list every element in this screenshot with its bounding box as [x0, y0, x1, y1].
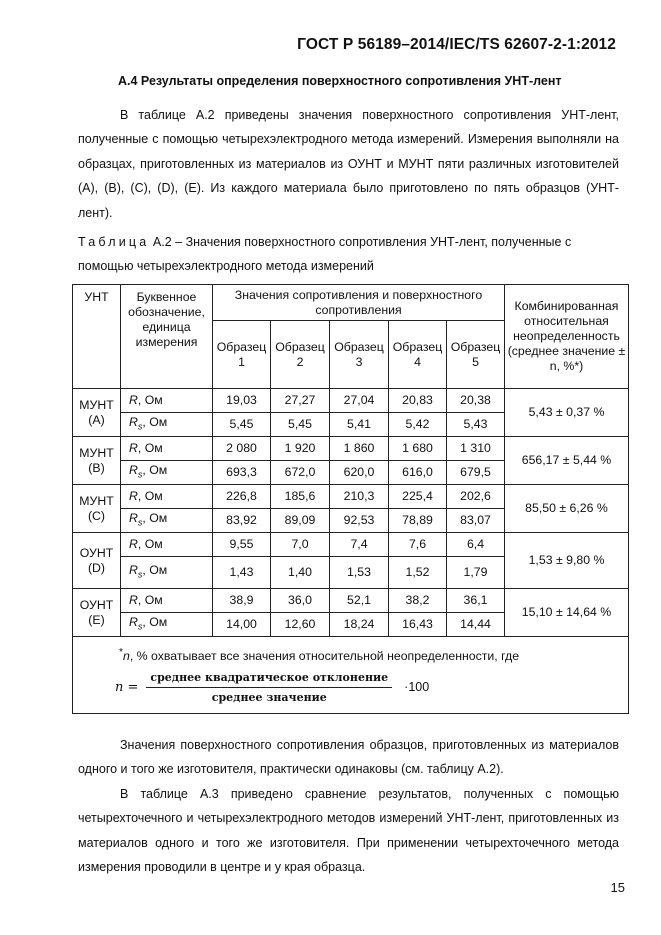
- header-unt: УНТ: [73, 285, 121, 389]
- unit: , Ом: [142, 562, 168, 577]
- designation-cell: [121, 437, 213, 461]
- value-cell: 1,52: [389, 557, 447, 589]
- value-cell: 1,40: [271, 557, 330, 589]
- caption-label: Таблица: [78, 235, 150, 249]
- group-name: ОУНТ (Е): [73, 589, 121, 637]
- value-cell: 1,53: [330, 557, 389, 589]
- value-cell: 83,07: [447, 509, 505, 533]
- uncertainty-formula: [115, 670, 628, 705]
- formula-denominator: среднее значение: [211, 691, 327, 705]
- symbol: R: [129, 614, 138, 629]
- value-cell: 27,27: [271, 389, 330, 413]
- unit: , Ом: [137, 537, 163, 551]
- footnote-var: n: [123, 649, 130, 664]
- designation-cell: [121, 461, 213, 485]
- value-cell: 52,1: [330, 589, 389, 613]
- table-row: [73, 437, 629, 461]
- value-cell: 1,43: [213, 557, 271, 589]
- document-code-header: ГОСТ Р 56189–2014/IEC/TS 62607-2-1:2012: [297, 36, 616, 53]
- value-cell: 7,4: [330, 533, 389, 557]
- value-cell: 5,43: [447, 413, 505, 437]
- value-cell: 679,5: [447, 461, 505, 485]
- combined-uncertainty: 15,10 ± 14,64 %: [505, 589, 629, 637]
- symbol-subscript: s: [137, 421, 143, 432]
- value-cell: 18,24: [330, 613, 389, 637]
- value-cell: 1,79: [447, 557, 505, 589]
- table-row: [73, 533, 629, 557]
- header-sample-3: Образец 3: [330, 321, 389, 389]
- value-cell: 226,8: [213, 485, 271, 509]
- designation-cell: [121, 509, 213, 533]
- value-cell: 5,45: [213, 413, 271, 437]
- value-cell: 20,83: [389, 389, 447, 413]
- header-sample-5: Образец 5: [447, 321, 505, 389]
- value-cell: 693,3: [213, 461, 271, 485]
- resistance-table: [72, 284, 629, 714]
- value-cell: 620,0: [330, 461, 389, 485]
- group-name: МУНТ (С): [73, 485, 121, 533]
- formula-fraction: [146, 670, 392, 705]
- symbol: R: [129, 462, 138, 477]
- combined-uncertainty: 5,43 ± 0,37 %: [505, 389, 629, 437]
- designation-cell: [121, 557, 213, 589]
- unit: , Ом: [137, 593, 163, 607]
- designation-cell: [121, 413, 213, 437]
- symbol: R: [129, 393, 138, 407]
- formula-lhs: n =: [115, 680, 139, 696]
- value-cell: 672,0: [271, 461, 330, 485]
- symbol-subscript: s: [137, 469, 143, 480]
- value-cell: 12,60: [271, 613, 330, 637]
- value-cell: 38,9: [213, 589, 271, 613]
- outro-paragraphs: [78, 733, 619, 879]
- unit: , Ом: [142, 462, 168, 477]
- value-cell: 7,6: [389, 533, 447, 557]
- outro-text-1: Значения поверхностного сопротивления образцов, приготовленных из материалов одного и того же изготовителя, практически одинаковы (см. таблицу А.2).: [78, 738, 619, 777]
- header-values-group: Значения сопротивления и поверхностного сопротивления: [213, 285, 505, 321]
- value-cell: 225,4: [389, 485, 447, 509]
- table-caption: [78, 230, 625, 278]
- header-sample-2: Образец 2: [271, 321, 330, 389]
- symbol: R: [129, 414, 138, 429]
- header-combined: Комбинированная относительная неопределенность (среднее значение ± n, %*): [505, 285, 629, 389]
- intro-text: В таблице А.2 приведены значения поверхностного сопротивления УНТ-лент, полученные с помощью четырехэлектродного метода измерений. Измерения выполняли на образцах, приготовленных из материалов из ОУНТ и МУНТ пяти различных изготовителей (А), (В), (С), (D), (Е). Из каждого материала было приготовлено по пять образцов (УНТ-лент).: [78, 108, 619, 220]
- designation-cell: [121, 589, 213, 613]
- designation-cell: [121, 389, 213, 413]
- value-cell: 7,0: [271, 533, 330, 557]
- value-cell: 9,55: [213, 533, 271, 557]
- value-cell: 16,43: [389, 613, 447, 637]
- value-cell: 210,3: [330, 485, 389, 509]
- caption-text: А.2 – Значения поверхностного сопротивления УНТ-лент, полученные с помощью четырехэлектродного метода измерений: [78, 235, 572, 273]
- group-name: МУНТ (А): [73, 389, 121, 437]
- header-sample-1: Образец 1: [213, 321, 271, 389]
- symbol: R: [129, 562, 138, 577]
- section-title: А.4 Результаты определения поверхностного сопротивления УНТ-лент: [118, 74, 562, 88]
- value-cell: 1 680: [389, 437, 447, 461]
- formula-multiplier: ·100: [404, 680, 430, 695]
- table-footnote: [73, 637, 629, 714]
- designation-cell: [121, 485, 213, 509]
- intro-paragraph: [78, 103, 619, 225]
- value-cell: 6,4: [447, 533, 505, 557]
- symbol: R: [129, 441, 138, 455]
- value-cell: 27,04: [330, 389, 389, 413]
- table-row: [73, 485, 629, 509]
- value-cell: 1 860: [330, 437, 389, 461]
- symbol: R: [129, 593, 138, 607]
- value-cell: 38,2: [389, 589, 447, 613]
- value-cell: 83,92: [213, 509, 271, 533]
- combined-uncertainty: 656,17 ± 5,44 %: [505, 437, 629, 485]
- symbol-subscript: s: [137, 569, 143, 580]
- header-designation: Буквенное обозначение, единица измерения: [121, 285, 213, 389]
- value-cell: 20,38: [447, 389, 505, 413]
- designation-cell: [121, 533, 213, 557]
- value-cell: 202,6: [447, 485, 505, 509]
- unit: , Ом: [137, 393, 163, 407]
- table-row: [73, 589, 629, 613]
- group-name: МУНТ (В): [73, 437, 121, 485]
- value-cell: 5,41: [330, 413, 389, 437]
- value-cell: 14,44: [447, 613, 505, 637]
- table-row: [73, 389, 629, 413]
- value-cell: 5,42: [389, 413, 447, 437]
- symbol-subscript: s: [137, 621, 143, 632]
- value-cell: 19,03: [213, 389, 271, 413]
- formula-numerator: среднее квадратическое отклонение: [146, 670, 392, 688]
- unit: , Ом: [137, 441, 163, 455]
- group-name: ОУНТ (D): [73, 533, 121, 589]
- outro-text-2: В таблице А.3 приведено сравнение результатов, полученных с помощью четырехточечного и четырехэлектродного методов измерений УНТ-лент, приготовленных из материалов одного и того же изготовителя. При применении четырехточечного метода измерения проводили в центре и у края образца.: [78, 786, 619, 875]
- value-cell: 5,45: [271, 413, 330, 437]
- value-cell: 36,0: [271, 589, 330, 613]
- footnote-line: [119, 645, 628, 664]
- value-cell: 89,09: [271, 509, 330, 533]
- value-cell: 1 310: [447, 437, 505, 461]
- value-cell: 616,0: [389, 461, 447, 485]
- header-sample-4: Образец 4: [389, 321, 447, 389]
- symbol-subscript: s: [137, 517, 143, 528]
- unit: , Ом: [137, 489, 163, 503]
- page-number: 15: [610, 880, 625, 895]
- combined-uncertainty: 1,53 ± 9,80 %: [505, 533, 629, 589]
- value-cell: 14,00: [213, 613, 271, 637]
- combined-uncertainty: 85,50 ± 6,26 %: [505, 485, 629, 533]
- footnote-text: , % охватывает все значения относительной неопределенности, где: [129, 649, 520, 664]
- value-cell: 36,1: [447, 589, 505, 613]
- value-cell: 1 920: [271, 437, 330, 461]
- unit: , Ом: [142, 510, 168, 525]
- value-cell: 78,89: [389, 509, 447, 533]
- unit: , Ом: [142, 614, 168, 629]
- footnote-mark: *: [119, 647, 123, 658]
- value-cell: 2 080: [213, 437, 271, 461]
- footnote-row: [73, 637, 629, 714]
- value-cell: 92,53: [330, 509, 389, 533]
- symbol: R: [129, 510, 138, 525]
- value-cell: 185,6: [271, 485, 330, 509]
- designation-cell: [121, 613, 213, 637]
- symbol: R: [129, 537, 138, 551]
- unit: , Ом: [142, 414, 168, 429]
- symbol: R: [129, 489, 138, 503]
